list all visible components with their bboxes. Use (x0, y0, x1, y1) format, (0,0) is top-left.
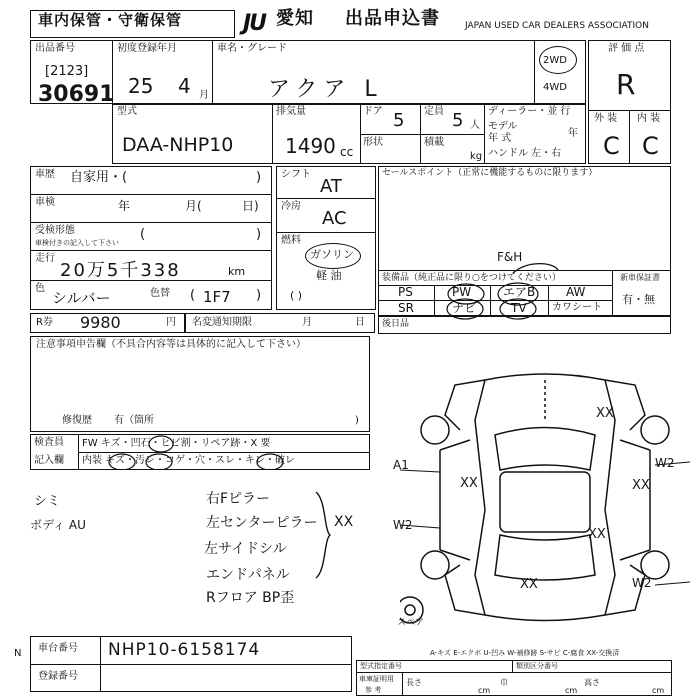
model-name: アクア L (268, 77, 383, 102)
int-grade: C (642, 132, 659, 160)
association-name: JAPAN USED CAR DEALERS ASSOCIATION (465, 21, 649, 31)
damage-bottom-xx: XX (520, 577, 538, 592)
recv-label: 受検形態 (35, 225, 75, 236)
deadline-day: 日 (355, 317, 365, 328)
remark-bracket (310, 490, 340, 580)
org-name: 愛知 (276, 8, 314, 29)
equip-sr: SR (398, 301, 414, 315)
damage-legend: A-キズ E-エクボ U-凹み W-補修跡 S-サビ C-腐食 XX-交換済 (430, 649, 620, 657)
equip-leather: カワシート (552, 302, 602, 313)
cap-unit: 人 (470, 120, 480, 131)
fuel-diesel: 軽 油 (316, 269, 342, 282)
damage-right-xx: XX (632, 478, 650, 493)
lot-sub: [2123] (45, 64, 89, 79)
model-year-label: モデル (488, 121, 518, 132)
damage-left-xx: XX (460, 476, 478, 491)
door-value: 5 (393, 110, 405, 131)
load-label: 積載 (424, 137, 444, 148)
color-code: 1F7 (203, 288, 231, 306)
color-code-close: ) (256, 288, 262, 303)
equipment-label: 装備品（純正品に限り○をつけてください） (382, 273, 561, 283)
spare-label: スペア (397, 618, 425, 628)
disp-value: 1490 (285, 134, 336, 158)
damage-top-xx: XX (596, 406, 614, 421)
cert-label: 車庫証明用 (359, 675, 394, 683)
storage-note: 車内保管・守衛保管 (38, 11, 183, 29)
class-num-label: 類別区分番号 (516, 662, 558, 670)
ext-grade: C (603, 132, 620, 160)
mileage-value: 20万5千338 (60, 260, 181, 281)
spec-numbers-box (356, 660, 672, 696)
r-ticket-label: R券 (36, 317, 53, 328)
fuel-gas: ガソリン (310, 248, 354, 261)
equip-tv: TV (511, 301, 527, 315)
type-value: DAA-NHP10 (122, 134, 234, 156)
inspector-label1: 検査員 (34, 437, 64, 448)
deadline-month: 月 (302, 317, 312, 328)
reg-month-unit: 月 (199, 90, 209, 101)
r-ticket-unit: 円 (166, 317, 176, 328)
lot-label: 出品番号 (35, 43, 75, 54)
remark-r1: 右Fピラー (206, 491, 271, 507)
later-items-box (378, 316, 671, 334)
notes-label: 注意事項申告欄（不具合内容等は具体的に記入して下さい） (36, 339, 306, 350)
reg-year: 25 (128, 74, 154, 98)
warranty-value: 有・無 (622, 293, 655, 306)
remark-r4: エンドパネル (206, 567, 290, 583)
color-label: 色 (35, 283, 45, 294)
drive-4wd: 4WD (543, 82, 567, 93)
length-unit: cm (478, 686, 491, 695)
width-label: 巾 (500, 678, 508, 687)
recv-close: ) (256, 227, 262, 242)
recv-open: ( (140, 227, 146, 242)
car-diagram (400, 360, 700, 660)
equip-ps: PS (398, 285, 413, 299)
dealer-label: ディーラー・並 行 (488, 106, 571, 117)
height-label: 高さ (584, 678, 600, 687)
model-year-label2: 年 式 (488, 133, 512, 144)
selling-point-label: セールスポイント（正常に機能するものに限ります） (382, 168, 598, 178)
year-unit: 年 (568, 128, 578, 139)
r-ticket-value: 9980 (80, 313, 121, 332)
rating-label: 評 価 点 (608, 43, 645, 54)
inspector-label2: 記入欄 (34, 455, 64, 466)
reg-number-label: 登録番号 (38, 671, 78, 682)
inspector-circles (78, 434, 370, 470)
first-reg-label: 初度登録年月 (117, 43, 177, 54)
chassis-label: 車台番号 (38, 643, 78, 654)
remark-r5: Rフロア BP歪 (206, 590, 295, 606)
recv-note: 車検付きの記入して下さい (35, 239, 119, 247)
drive-2wd: 2WD (543, 55, 567, 66)
remark-r3: 左サイドシル (204, 541, 287, 557)
cap-label: 定員 (424, 106, 444, 117)
disp-unit: cc (340, 145, 354, 159)
inspector-int-line: 内装 キズ・汚レ・コゲ・穴・スレ・キレ・破レ (82, 455, 295, 466)
warranty-label: 新車保証書 (620, 273, 660, 282)
reg-month: 4 (178, 74, 191, 98)
inspect-label: 車検 (35, 197, 55, 208)
damage-w2-left: W2 (393, 518, 413, 532)
fuel-paren: ( ) (290, 289, 303, 302)
equipment-circles (378, 240, 671, 320)
history-close: ) (256, 170, 262, 185)
remark-left-2: ボディ AU (30, 518, 86, 532)
ac-value: AC (322, 208, 347, 229)
repair-value: 有（箇所 (114, 415, 154, 426)
equipment-note: F&H (497, 250, 523, 264)
remark-xx: XX (334, 514, 354, 530)
deadline-label: 名変通知期限 (192, 317, 252, 328)
lot-number: 30691 (38, 82, 115, 107)
remark-r2: 左センターピラー (206, 515, 318, 531)
damage-w2-bottom: W2 (632, 576, 652, 590)
inspect-year: 年 (118, 199, 131, 213)
length-label: 長さ (406, 678, 422, 687)
history-value: 自家用・( (70, 170, 128, 185)
color-value: シルバー (52, 289, 111, 307)
inspector-fw-line: FW キズ・凹石・ヒビ割・リペア跡・X 要 (82, 438, 271, 449)
shape-label: 形状 (363, 137, 383, 148)
ac-label: 冷房 (281, 201, 301, 212)
int-label: 内 装 (637, 113, 661, 124)
type-label: 型式 (117, 106, 137, 117)
mileage-unit: km (228, 265, 246, 278)
height-unit: cm (652, 686, 665, 695)
ext-label: 外 装 (594, 113, 618, 124)
disp-label: 排気量 (276, 106, 306, 117)
shift-value: AT (320, 176, 342, 197)
model-label: 車名・グレード (217, 43, 287, 54)
drive-2wd-circle (539, 46, 577, 74)
chassis-value: NHP10-6158174 (108, 640, 261, 660)
ref-label: 参 考 (365, 686, 382, 694)
damage-mid-xx: XX (588, 527, 606, 542)
repair-close: ) (355, 415, 359, 426)
door-label: ドア (363, 106, 383, 117)
equip-airbag: エアB (503, 285, 536, 299)
inspect-day: 日) (242, 199, 259, 213)
type-num-label: 型式指定番号 (360, 662, 402, 670)
fuel-label: 燃料 (281, 235, 301, 246)
later-items-label: 後日品 (382, 319, 410, 329)
history-label: 車歴 (35, 169, 55, 180)
shift-label: シフト (281, 169, 311, 180)
rating-value: R (616, 68, 636, 101)
damage-a1: A1 (393, 458, 409, 472)
fuel-gas-circle (305, 243, 361, 269)
chassis-side-mark: N (14, 648, 22, 659)
mileage-label: 走行 (35, 253, 55, 264)
repair-label: 修復歴 (62, 415, 92, 426)
damage-w2-right: W2 (655, 456, 675, 470)
remark-left-1: シミ (34, 494, 61, 509)
inspect-month: 月( (185, 199, 202, 213)
form-title: 出品申込書 (345, 8, 440, 29)
equip-pw: PW (452, 285, 472, 299)
width-unit: cm (565, 686, 578, 695)
equip-navi: ナビ (452, 301, 477, 315)
cap-value: 5 (452, 110, 464, 131)
color-code-open: ( (190, 288, 196, 303)
load-unit: kg (470, 151, 483, 162)
equip-aw: AW (566, 285, 586, 299)
color-change-label: 色替 (150, 288, 170, 299)
ju-logo: JU (243, 11, 266, 36)
handle-label: ハンドル 左・右 (488, 148, 562, 159)
